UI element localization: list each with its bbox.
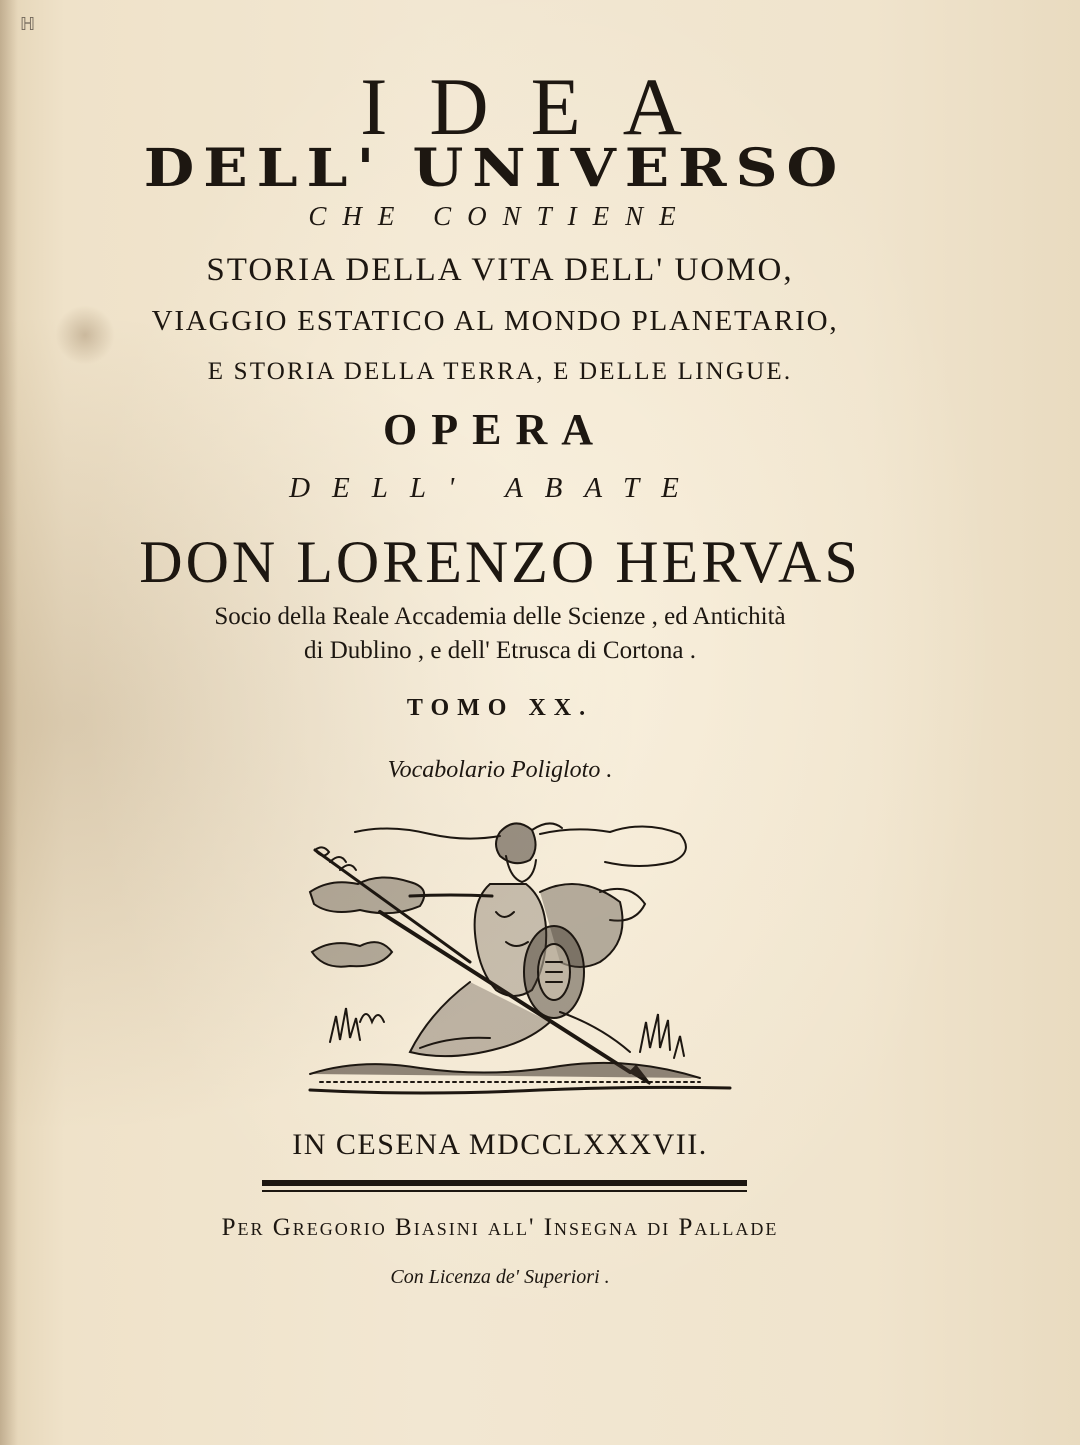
opera-heading: OPERA — [383, 405, 607, 454]
place-and-year: IN CESENA MDCCLXXXVII. — [292, 1128, 708, 1161]
contents-line-3: E STORIA DELLA TERRA, E DELLE LINGUE. — [207, 358, 793, 385]
pallas-athena-vignette — [300, 812, 740, 1102]
title: IDEA — [360, 61, 724, 152]
che-contiene-line: CHE CONTIENE — [308, 201, 692, 231]
author-affiliation-line-1: Socio della Reale Accademia delle Scienze , ed Antichità — [214, 603, 786, 630]
title-subtitle: DELL' UNIVERSO — [143, 138, 847, 199]
corner-pencil-mark: ℍ — [20, 14, 36, 35]
dell-abate-line: DELL' ABATE — [289, 472, 701, 504]
author-name: DON LORENZO HERVAS — [139, 529, 861, 595]
printer-line: Per Gregorio Biasini all' Insegna di Pallade — [221, 1214, 779, 1241]
contents-line-2: VIAGGIO ESTATICO AL MONDO PLANETARIO, — [151, 305, 839, 337]
author-affiliation-line-2: di Dublino , e dell' Etrusca di Cortona . — [304, 637, 696, 664]
volume-number: TOMO XX. — [406, 695, 594, 721]
volume-subtitle: Vocabolario Poligloto . — [387, 757, 613, 783]
double-rule-thick — [262, 1180, 747, 1186]
license-line: Con Licenza de' Superiori . — [390, 1266, 610, 1288]
double-rule-thin — [262, 1190, 747, 1192]
contents-line-1: STORIA DELLA VITA DELL' UOMO, — [206, 252, 794, 288]
